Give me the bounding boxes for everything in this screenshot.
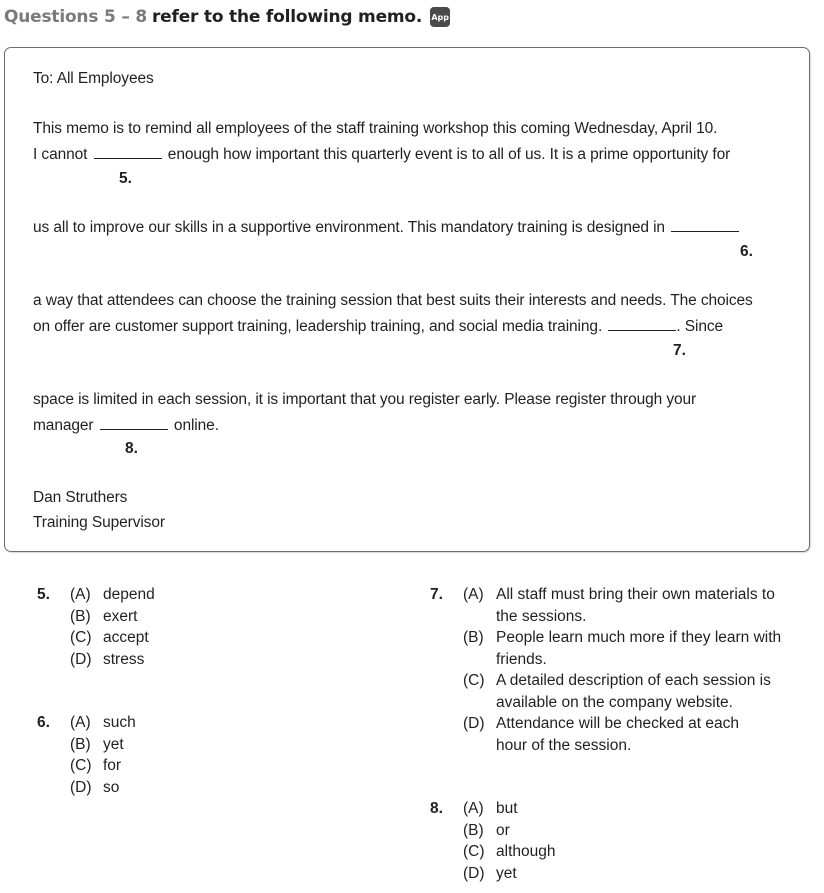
- memo-box: [4, 47, 810, 552]
- option-text: Attendance will be checked at each hour of the session.: [496, 715, 739, 754]
- memo-line-2: [33, 144, 730, 165]
- option-letter: (B): [70, 607, 91, 625]
- option-6a[interactable]: [70, 712, 337, 734]
- blank-5: [94, 144, 162, 159]
- option-text: People learn much more if they learn with friends.: [496, 629, 782, 668]
- option-5a[interactable]: [70, 584, 337, 606]
- memo-line-7-end: online.: [173, 417, 219, 434]
- memo-line-5: [33, 316, 723, 337]
- option-text: yet: [103, 735, 124, 753]
- blank-6: [671, 217, 739, 232]
- signature-name: Dan Struthers: [33, 489, 128, 506]
- memo-recipient: To: All Employees: [33, 70, 154, 87]
- option-6c[interactable]: [70, 755, 337, 777]
- option-letter: (C): [70, 757, 92, 774]
- memo-line-5-start: on offer are customer support training, leadership training, and social media training.: [33, 318, 603, 335]
- blank-8-number: 8.: [125, 440, 138, 457]
- option-letter: (B): [463, 821, 484, 839]
- question-number: 6.: [37, 714, 50, 731]
- option-5d[interactable]: [70, 649, 337, 671]
- memo-line-2-end: enough how important this quarterly event is to all of us. It is a prime opportunity for: [167, 146, 731, 163]
- memo-line-3-text: us all to improve our skills in a supportive environment. This mandatory training is designed in: [33, 219, 665, 236]
- option-text: exert: [103, 607, 138, 625]
- option-letter: (D): [463, 864, 485, 882]
- option-letter: (D): [70, 778, 92, 796]
- option-text: All staff must bring their own materials to the sessions.: [496, 586, 775, 625]
- option-8a[interactable]: [463, 798, 730, 820]
- option-7c[interactable]: [463, 670, 800, 713]
- question-5: [37, 584, 337, 670]
- option-8c[interactable]: [463, 841, 730, 863]
- question-7: [430, 584, 800, 756]
- heading-text: refer to the following memo.: [151, 7, 423, 27]
- memo-line-4: a way that attendees can choose the training session that best suits their interests and needs. The choices: [33, 292, 753, 309]
- option-letter: (C): [463, 843, 485, 860]
- option-text: or: [496, 821, 510, 839]
- option-letter: (A): [70, 714, 91, 731]
- memo-line-5-end: . Since: [676, 318, 724, 335]
- option-letter: (D): [70, 650, 92, 668]
- option-7a[interactable]: [463, 584, 800, 627]
- option-letter: (A): [463, 586, 484, 603]
- question-number: 5.: [37, 586, 50, 603]
- memo-line-7-start: manager: [33, 417, 94, 434]
- option-text: stress: [103, 650, 145, 668]
- option-6d[interactable]: [70, 777, 337, 799]
- option-letter: (D): [463, 715, 485, 732]
- section-heading: [4, 4, 450, 30]
- option-letter: (A): [463, 800, 484, 817]
- option-7d[interactable]: [463, 713, 800, 756]
- option-5c[interactable]: [70, 627, 337, 649]
- memo-line-6: space is limited in each session, it is important that you register early. Please register through your: [33, 391, 697, 408]
- option-8b[interactable]: [463, 820, 730, 842]
- option-text: such: [103, 714, 136, 731]
- signature-title: Training Supervisor: [33, 514, 165, 531]
- memo-line-2-start: I cannot: [33, 146, 88, 163]
- option-letter: (A): [70, 586, 91, 603]
- option-text: for: [103, 757, 122, 774]
- option-text: A detailed description of each session is available on the company website.: [496, 672, 771, 711]
- option-6b[interactable]: [70, 734, 337, 756]
- question-range: Questions 5 – 8: [4, 7, 147, 27]
- option-5b[interactable]: [70, 606, 337, 628]
- option-letter: (C): [70, 629, 92, 646]
- blank-8: [100, 415, 168, 430]
- option-text: so: [103, 778, 120, 796]
- question-number: 7.: [430, 586, 443, 603]
- option-text: yet: [496, 864, 517, 882]
- option-text: although: [496, 843, 556, 860]
- blank-5-number: 5.: [119, 170, 132, 187]
- memo-line-7: [33, 415, 219, 436]
- question-8: [430, 798, 730, 884]
- option-text: but: [496, 800, 518, 817]
- option-letter: (B): [463, 629, 484, 646]
- memo-line-1: This memo is to remind all employees of the staff training workshop this coming Wednesday, April 10.: [33, 120, 718, 137]
- option-7b[interactable]: [463, 627, 800, 670]
- blank-7: [608, 316, 676, 331]
- blank-6-number: 6.: [740, 243, 753, 260]
- app-icon[interactable]: App: [430, 7, 450, 27]
- option-letter: (B): [70, 735, 91, 753]
- option-text: accept: [103, 629, 149, 646]
- question-number: 8.: [430, 800, 443, 817]
- option-text: depend: [103, 586, 155, 603]
- option-letter: (C): [463, 672, 485, 689]
- question-6: [37, 712, 337, 798]
- option-8d[interactable]: [463, 863, 730, 885]
- blank-7-number: 7.: [673, 342, 686, 359]
- memo-line-3: [33, 217, 741, 238]
